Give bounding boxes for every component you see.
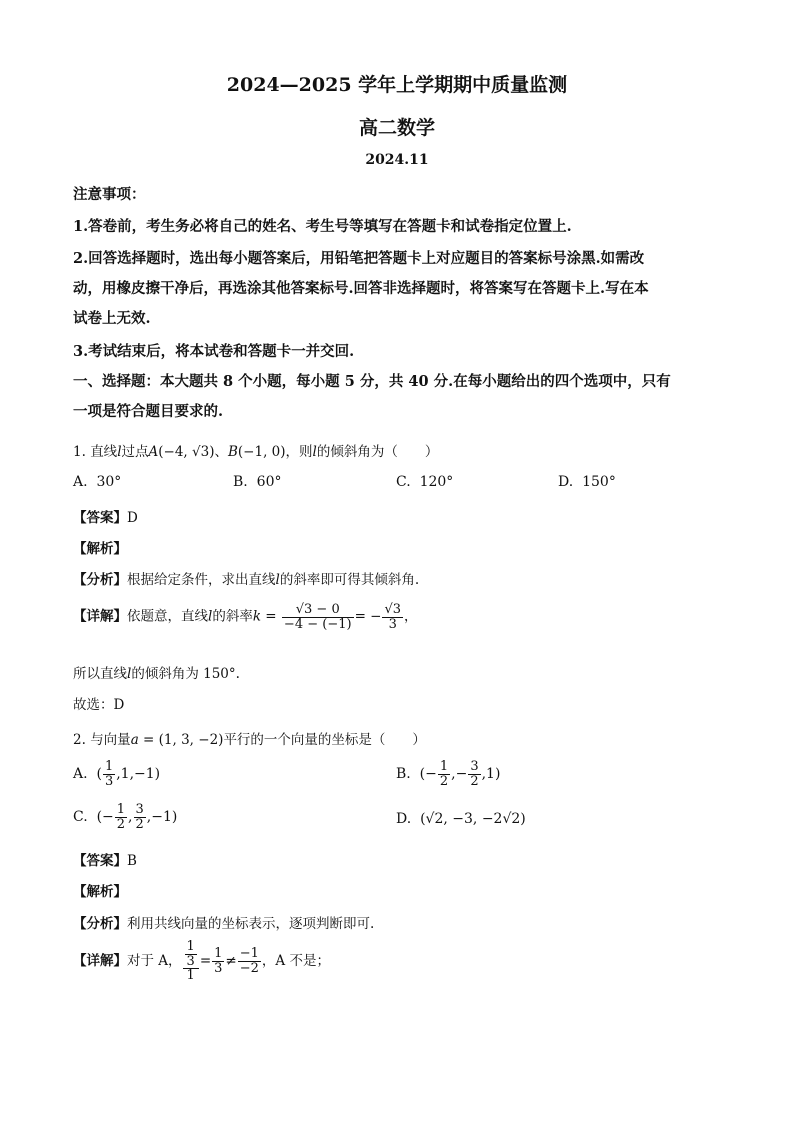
notice-item: 1.答卷前，考生务必将自己的姓名、考生号等填写在答题卡和试卷指定位置上. [73, 218, 572, 235]
question-number: 1. [73, 444, 86, 460]
var-l: l [312, 444, 317, 460]
question-text: ，则 [285, 444, 313, 460]
notice-item: 试卷上无效. [73, 310, 151, 327]
point-b: B [227, 444, 238, 460]
final-answer: 故选：D [73, 697, 125, 713]
point-a: A [148, 444, 159, 460]
notice-item: 3.考试结束后，将本试卷和答题卡一并交回. [73, 343, 355, 360]
question-1 [73, 440, 438, 460]
fenxi-tag: 【分析】 [73, 572, 127, 588]
notice-item: 动，用橡皮擦干净后，再选涂其他答案标号.回答非选择题时，将答案写在答题卡上.写在本 [73, 280, 649, 297]
option-d: D. (√2, −3, −2√2) [396, 811, 526, 827]
question-text: 直线 [90, 444, 118, 460]
notice-heading: 注意事项： [73, 186, 146, 203]
fenxi-tag: 【分析】 [73, 916, 127, 932]
option-b: B. 60° [233, 474, 282, 490]
fenxi-line: 【分析】根据给定条件，求出直线l的斜率即可得其倾斜角. [73, 572, 420, 588]
question-text: 过点 [121, 444, 149, 460]
answer-value: B [127, 853, 137, 869]
var-l: l [117, 444, 122, 460]
option-b: B. (− $\frac{1}{2}$ ,− $\frac{3}{2}$ ,1) [396, 759, 501, 789]
exam-title: 2024—2025 学年上学期期中质量监测 [226, 74, 568, 96]
question-text: 的倾斜角为（ ） [316, 444, 439, 460]
section-heading-cont: 一项是符合题目要求的. [73, 403, 224, 420]
xiangjie-line: 【详解】依题意，直线l的斜率k = $\frac{√3 - 0}{-4 - (-1)}$ = − $\frac{√3}{3}$ ， [73, 602, 418, 632]
vector-value: = (1, 3, −2) [143, 732, 224, 748]
subject-title: 高二数学 [358, 117, 435, 139]
question-number: 2. [73, 732, 86, 748]
jiexi-line [73, 537, 127, 557]
answer-line [73, 506, 138, 526]
fenxi-line: 【分析】利用共线向量的坐标表示，逐项判断即可. [73, 916, 375, 932]
jiexi-line [73, 880, 127, 900]
xiangjie-tag: 【详解】 [73, 952, 127, 969]
option-c: C. 120° [396, 474, 454, 490]
answer-value: D [127, 510, 138, 526]
conclusion-line: 所以直线l的倾斜角为 150°. [73, 666, 240, 682]
question-2: 2. 与向量a = (1, 3, −2)平行的一个向量的坐标是（ ） [73, 732, 426, 748]
section-heading: 一、选择题：本大题共 8 个小题，每小题 5 分，共 40 分.在每小题给出的四个选项中，只有 [73, 373, 671, 390]
jiexi-tag: 【解析】 [73, 884, 127, 900]
vector-a: a [130, 732, 139, 748]
jiexi-tag: 【解析】 [73, 541, 127, 557]
point-b-coords: (−1, 0) [237, 444, 286, 460]
point-a-coords: (−4, √3) [158, 444, 215, 460]
slope-result: $\frac{√3}{3}$ [384, 602, 402, 632]
answer-line [73, 849, 137, 869]
separator: 、 [214, 444, 228, 460]
answer-tag: 【答案】 [73, 853, 127, 869]
xiangjie-tag: 【详解】 [73, 608, 127, 625]
exam-date: 2024.11 [365, 152, 429, 168]
compound-fraction: $\frac{\frac{1}{3}}{1}$ [183, 940, 199, 983]
xiangjie-line: 【详解】对于 A， $\frac{\frac{1}{3}}{1}$ = $\frac{1}{3}$ ≠ $\frac{-1}{-2}$ ，A 不是； [73, 939, 330, 984]
option-a: A. ( $\frac{1}{3}$ ,1,−1) [73, 759, 161, 789]
option-a: A. 30° [73, 474, 122, 490]
slope-fraction: $\frac{√3 - 0}{-4 - (-1)}$ [283, 602, 352, 632]
notice-item: 2.回答选择题时，选出每小题答案后，用铅笔把答题卡上对应题目的答案标号涂黑.如需改 [73, 250, 645, 267]
answer-tag: 【答案】 [73, 510, 127, 526]
option-d: D. 150° [558, 474, 616, 490]
option-c: C. (− $\frac{1}{2}$ , $\frac{3}{2}$ ,−1) [73, 802, 178, 832]
